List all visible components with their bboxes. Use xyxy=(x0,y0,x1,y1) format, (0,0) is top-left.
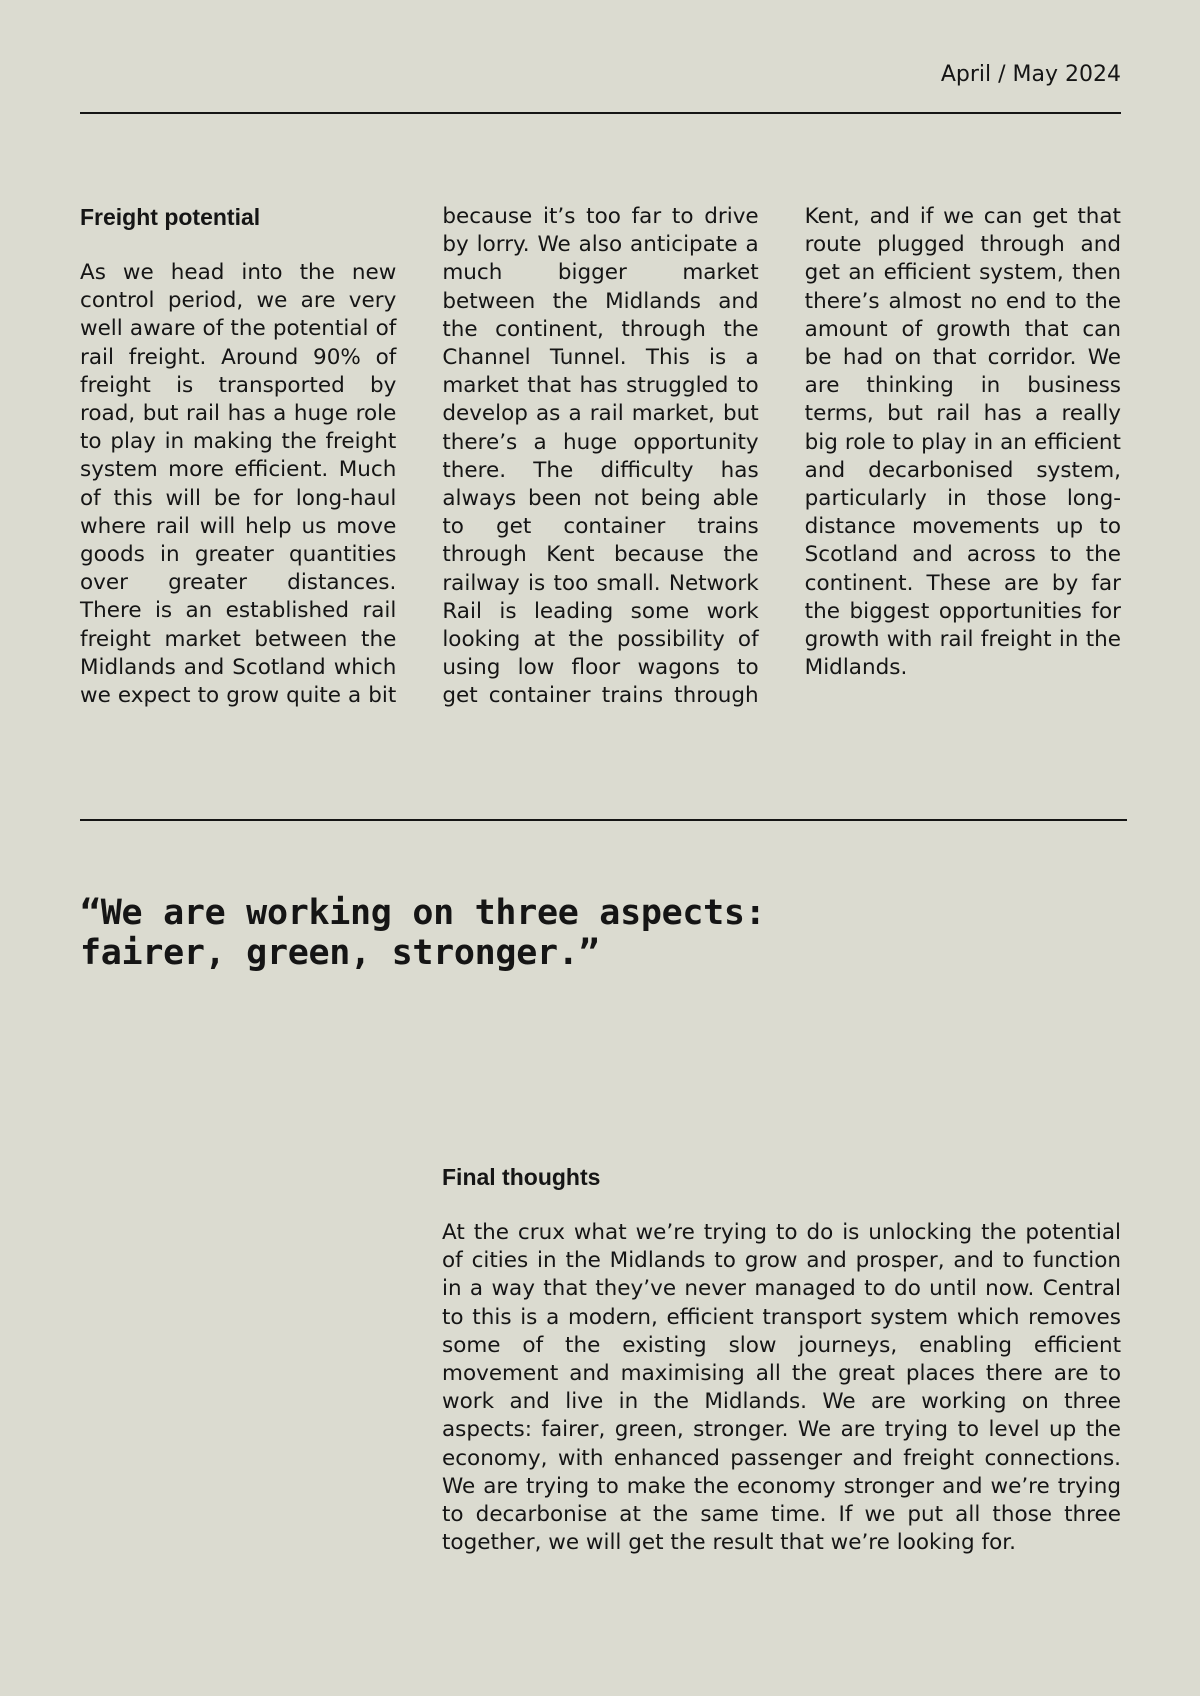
freight-heading: Freight potential xyxy=(80,204,261,230)
freight-potential-section xyxy=(80,203,1121,715)
section-divider xyxy=(80,819,1127,821)
freight-body: As we head into the new control period, we are very well aware of the potential of rail freight. Around 90% of freight is transported by road, but rail has a huge role to play in making the freight system more efficient. Much of this will be for long-haul where rail will help us move goods in greater quantities over greater distances. There is an established rail freight market between the Midlands and Scotland which we expect to grow quite a bit because it’s too far to drive by lorry. We also anticipate a much bigger market between the Midlands and the continent, through the Channel Tunnel. This is a market that has struggled to develop as a rail market, but there’s a huge opportunity there. The difficulty has always been not being able to get container trains through Kent because the railway is too small. Network Rail is leading some work looking at the possibility of using low floor wagons to get container trains through Kent, and if we can get that route plugged through and get an efficient system, then there’s almost no end to the amount of growth that can be had on that corridor. We are thinking in business terms, but rail has a really big role to play in an efficient and decarbonised system, particularly in those long-distance movements up to Scotland and across to the continent. These are by far the biggest opportunities for growth with rail freight in the Midlands. xyxy=(80,204,1121,709)
pull-quote-line-1: “We are working on three aspects: xyxy=(80,893,766,933)
freight-columns xyxy=(80,203,1121,715)
issue-date: April / May 2024 xyxy=(940,62,1121,87)
final-thoughts-heading: Final thoughts xyxy=(442,1164,601,1190)
pull-quote xyxy=(80,893,840,973)
header-divider xyxy=(80,112,1121,114)
pull-quote-line-2: fairer, green, stronger.” xyxy=(80,933,600,973)
final-thoughts-body: At the crux what we’re trying to do is unlocking the potential of cities in the Midlands to grow and prosper, and to function in a way that they’ve never managed to do until now. Central to this is a modern, efficient transport system which removes some of the existing slow journeys, enabling efficient movement and maximising all the great places there are to work and live in the Midlands. We are working on three aspects: fairer, green, stronger. We are trying to level up the economy, with enhanced passenger and freight connections. We are trying to make the economy stronger and we’re trying to decarbonise at the same time. If we put all those three together, we will get the result that we’re looking for. xyxy=(442,1220,1121,1556)
final-thoughts-section xyxy=(442,1163,1121,1557)
